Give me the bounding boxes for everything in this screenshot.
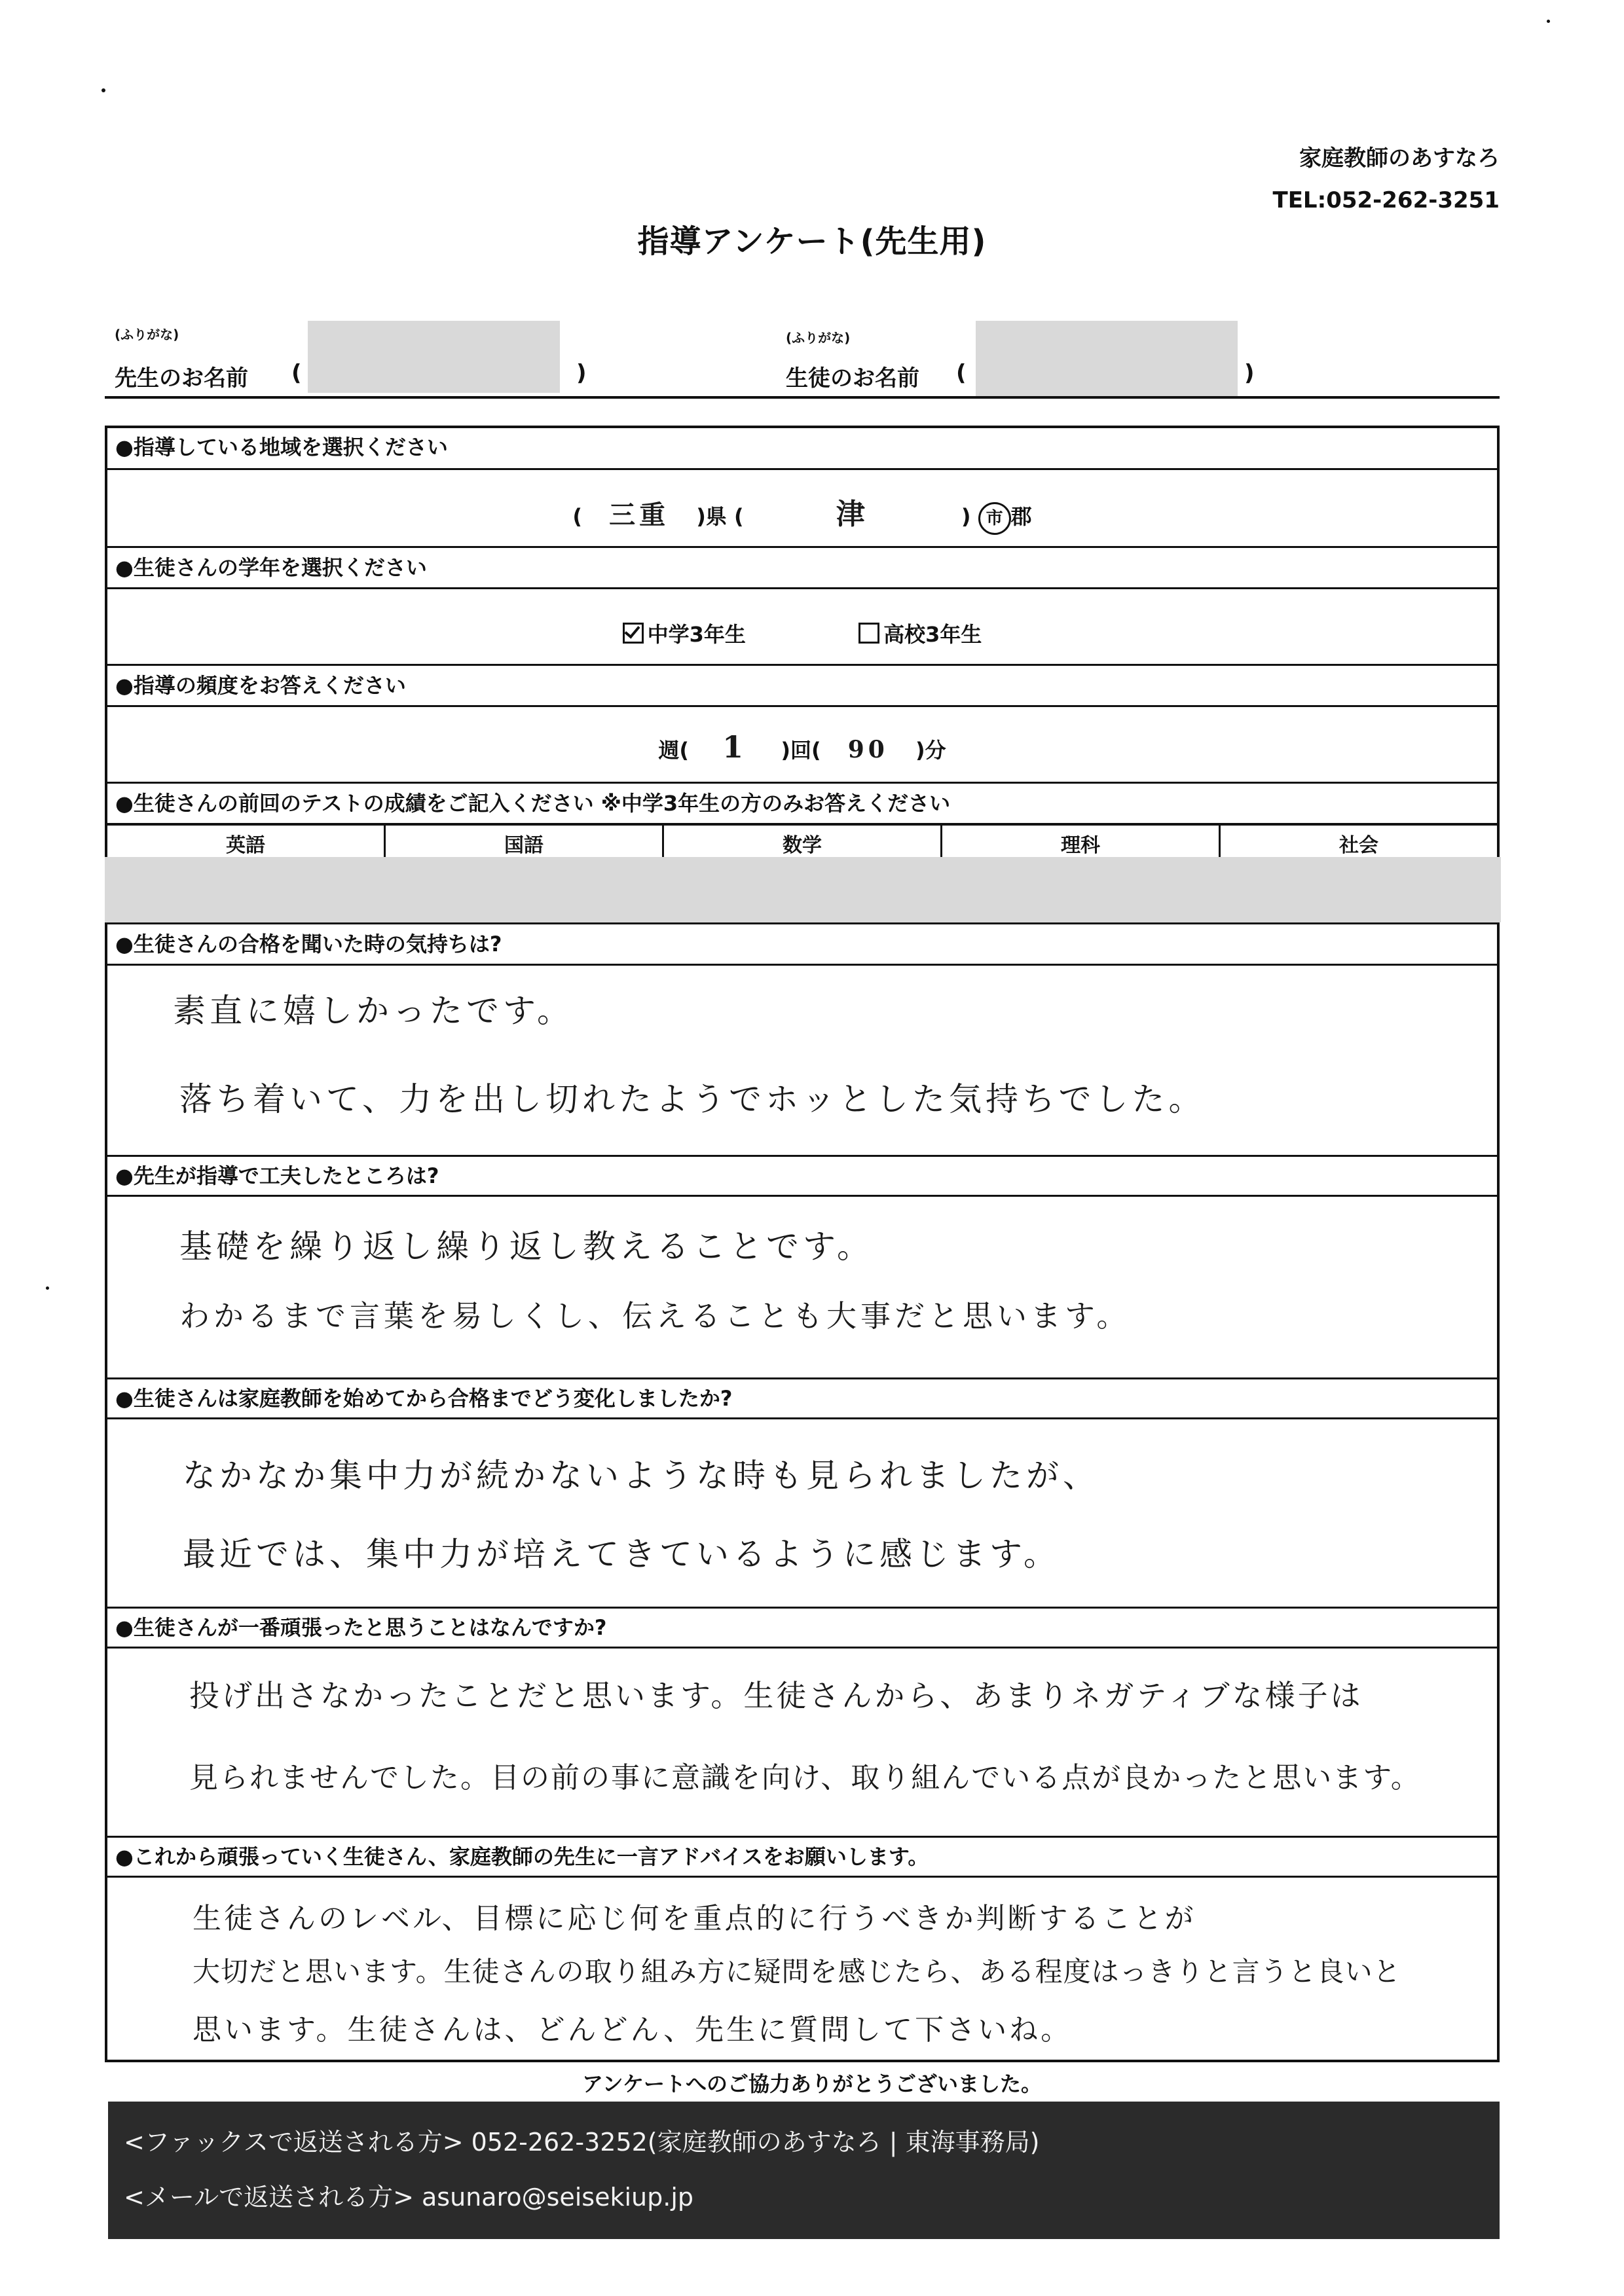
subject-english: 英語: [107, 826, 386, 866]
frequency-row: [107, 729, 1497, 765]
frequency-minutes-paren-open: (: [811, 738, 821, 763]
region-city-paren-open: (: [734, 504, 744, 529]
q1-answer-line1: 素直に嬉しかったです。: [173, 992, 574, 1030]
subject-japanese: 国語: [386, 826, 664, 866]
region-city-paren-close: ): [961, 504, 971, 529]
student-name-close-paren: ): [1244, 360, 1255, 386]
company-tel: TEL:052-262-3251: [1272, 187, 1500, 213]
grade-option2-checkbox[interactable]: [858, 623, 879, 644]
region-city-unit-other: 郡: [1010, 504, 1032, 529]
region-row: [107, 490, 1497, 535]
company-block: [1273, 137, 1500, 221]
scan-speck: [1547, 20, 1550, 23]
footer-fax-line: <ファックスで返送される方> 052-262-3252(家庭教師のあすなろ | 東海事務局): [124, 2128, 1040, 2157]
q4-answer-line1: 投げ出さなかったことだと思います。生徒さんから、あまりネガティブな様子は: [189, 1678, 1363, 1713]
student-furigana-label: (ふりがな): [786, 330, 851, 346]
q5-answer-line1: 生徒さんのレベル、目標に応じ何を重点的に行うべきか判断することが: [193, 1902, 1196, 1935]
survey-form: [105, 426, 1500, 2062]
region-prefecture-value: 三重: [609, 500, 670, 530]
q5-heading: ●これから頑張っていく生徒さん、家庭教師の先生に一言アドバイスをお願いします。: [107, 1836, 1497, 1878]
q2-heading: ●先生が指導で工夫したところは?: [107, 1155, 1497, 1197]
student-name-label: 生徒のお名前: [786, 365, 919, 392]
teacher-furigana-label: (ふりがな): [115, 327, 179, 342]
company-name: 家庭教師のあすなろ: [1299, 145, 1500, 172]
student-name-open-paren: (: [956, 360, 967, 386]
frequency-heading: ●指導の頻度をお答えください: [107, 664, 1497, 707]
teacher-name-label: 先生のお名前: [115, 365, 248, 392]
scan-speck: [101, 88, 105, 92]
page-title: 指導アンケート(先生用): [637, 223, 987, 260]
grade-option2-label: 高校3年生: [883, 622, 982, 647]
region-city-unit-selected: 市: [978, 502, 1011, 535]
subject-science: 理科: [942, 826, 1221, 866]
grade-row: [107, 618, 1497, 648]
q4-answer-line2: 見られませんでした。目の前の事に意識を向け、取り組んでいる点が良かったと思います。: [189, 1761, 1421, 1795]
region-prefecture-unit: 県: [705, 504, 727, 529]
q2-answer-line2: わかるまで言葉を易しくし、伝えることも大事だと思います。: [179, 1298, 1131, 1334]
student-name-redacted: [976, 321, 1238, 396]
teacher-name-open-paren: (: [291, 360, 302, 386]
q2-answer-line1: 基礎を繰り返し繰り返し教えることです。: [179, 1228, 874, 1266]
footer-mail-line[interactable]: <メールで返送される方> asunaro@seisekiup.jp: [124, 2183, 694, 2212]
scan-speck: [46, 1286, 49, 1290]
q1-heading: ●生徒さんの合格を聞いた時の気持ちは?: [107, 922, 1497, 966]
q3-heading: ●生徒さんは家庭教師を始めてから合格までどう変化しましたか?: [107, 1377, 1497, 1419]
names-divider: [105, 396, 1500, 399]
frequency-times-paren-open: (: [679, 738, 690, 763]
frequency-minutes-value: 90: [847, 736, 889, 763]
region-city-value: 津: [836, 498, 869, 531]
q3-answer-line2: 最近では、集中力が培えてきているように感じます。: [183, 1535, 1060, 1573]
scores-heading: ●生徒さんの前回のテストの成績をご記入ください ※中学3年生の方のみお答えください: [107, 782, 1497, 825]
grade-option1-checkbox[interactable]: [623, 623, 644, 644]
q5-answer-line3: 思います。生徒さんは、どんどん、先生に質問して下さいね。: [193, 2013, 1073, 2047]
frequency-times-value: 1: [722, 729, 748, 765]
subject-math: 数学: [664, 826, 942, 866]
grade-option1-label: 中学3年生: [647, 622, 746, 647]
region-paren-close: ): [696, 504, 706, 529]
teacher-name-redacted: [308, 321, 560, 393]
frequency-minutes-paren-close: ): [915, 738, 925, 763]
region-paren-open: (: [572, 504, 582, 529]
q3-answer-line1: なかなか集中力が続かないような時も見られましたが、: [183, 1457, 1099, 1495]
teacher-name-close-paren: ): [576, 360, 587, 386]
q1-answer-line2: 落ち着いて、力を出し切れたようでホッとした気持ちでした。: [179, 1080, 1206, 1118]
frequency-times-unit: 回: [790, 738, 811, 763]
q4-heading: ●生徒さんが一番頑張ったと思うことはなんですか?: [107, 1607, 1497, 1649]
frequency-minutes-unit: 分: [925, 738, 946, 763]
q5-answer-line2: 大切だと思います。生徒さんの取り組み方に疑問を感じたら、ある程度はっきりと言うと良いと: [193, 1956, 1401, 1988]
subject-social: 社会: [1339, 834, 1378, 857]
scores-redacted: [105, 857, 1501, 922]
grade-heading: ●生徒さんの学年を選択ください: [107, 546, 1497, 589]
frequency-week-label: 週: [658, 738, 680, 763]
frequency-times-paren-close: ): [781, 738, 790, 763]
region-heading: ●指導している地域を選択ください: [107, 428, 1497, 470]
return-info-footer: [108, 2102, 1500, 2239]
thanks-message: アンケートへのご協力ありがとうございました。: [581, 2071, 1043, 2096]
